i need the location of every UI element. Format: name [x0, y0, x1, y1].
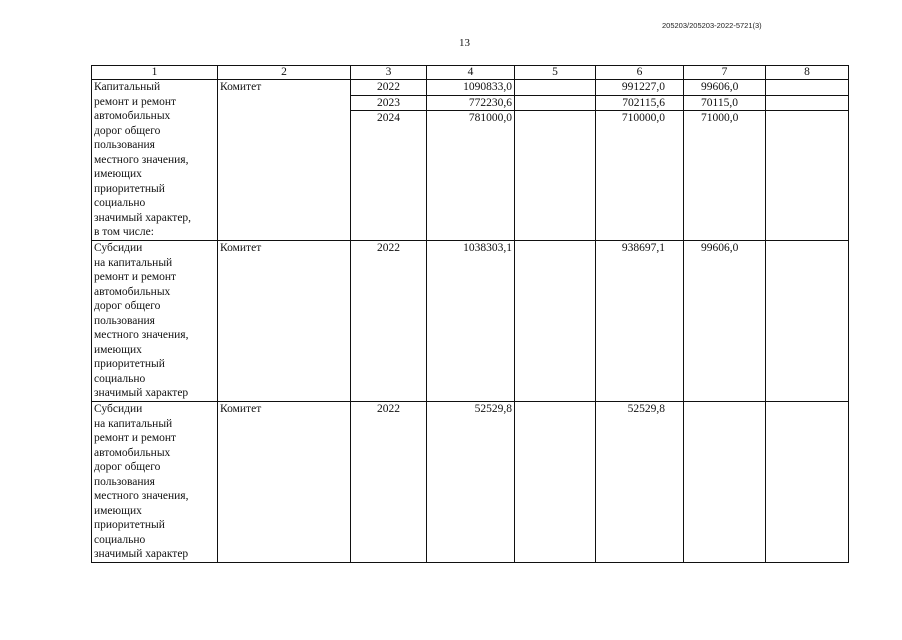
- col6-cell: 702115,6: [596, 95, 684, 111]
- col5-cell: [515, 241, 596, 402]
- col8-cell: [766, 402, 849, 563]
- year-cell: 2022: [351, 402, 427, 563]
- table-row: [92, 241, 849, 402]
- column-header: 5: [515, 66, 596, 80]
- col5-cell: [515, 111, 596, 241]
- col6-cell: 938697,1: [596, 241, 684, 402]
- column-header: 8: [766, 66, 849, 80]
- col5-cell: [515, 95, 596, 111]
- year-cell: 2023: [351, 95, 427, 111]
- col8-cell: [766, 95, 849, 111]
- executor-cell: Комитет: [218, 80, 351, 241]
- col8-cell: [766, 80, 849, 96]
- col5-cell: [515, 80, 596, 96]
- col7-cell: 99606,0: [684, 241, 766, 402]
- table-row: [92, 402, 849, 563]
- document-id: 205203/205203-2022-5721(3): [662, 21, 762, 30]
- total-cell: 1038303,1: [427, 241, 515, 402]
- program-name-cell: Капитальный ремонт и ремонт автомобильных дорог общего пользования местного значения, имеющих приоритетный социально значимый характер, в том числе:: [92, 80, 218, 241]
- column-header: 3: [351, 66, 427, 80]
- col7-cell: 99606,0: [684, 80, 766, 96]
- total-cell: 52529,8: [427, 402, 515, 563]
- total-cell: 781000,0: [427, 111, 515, 241]
- table-row: [92, 80, 849, 96]
- budget-table: [91, 65, 849, 563]
- col6-cell: 991227,0: [596, 80, 684, 96]
- column-header: 4: [427, 66, 515, 80]
- column-header: 6: [596, 66, 684, 80]
- col8-cell: [766, 241, 849, 402]
- program-name-cell: Субсидии на капитальный ремонт и ремонт автомобильных дорог общего пользования местного значения, имеющих приоритетный социально значимый характер: [92, 241, 218, 402]
- year-cell: 2022: [351, 80, 427, 96]
- column-header: 2: [218, 66, 351, 80]
- col7-cell: 70115,0: [684, 95, 766, 111]
- year-cell: 2024: [351, 111, 427, 241]
- col6-cell: 710000,0: [596, 111, 684, 241]
- col8-cell: [766, 111, 849, 241]
- executor-cell: Комитет: [218, 402, 351, 563]
- col7-cell: [684, 402, 766, 563]
- col6-cell: 52529,8: [596, 402, 684, 563]
- col5-cell: [515, 402, 596, 563]
- page-number: 13: [459, 37, 470, 49]
- total-cell: 1090833,0: [427, 80, 515, 96]
- year-cell: 2022: [351, 241, 427, 402]
- column-header: 1: [92, 66, 218, 80]
- column-number-row: [92, 66, 849, 80]
- column-header: 7: [684, 66, 766, 80]
- total-cell: 772230,6: [427, 95, 515, 111]
- executor-cell: Комитет: [218, 241, 351, 402]
- col7-cell: 71000,0: [684, 111, 766, 241]
- program-name-cell: Субсидии на капитальный ремонт и ремонт автомобильных дорог общего пользования местного значения, имеющих приоритетный социально значимый характер: [92, 402, 218, 563]
